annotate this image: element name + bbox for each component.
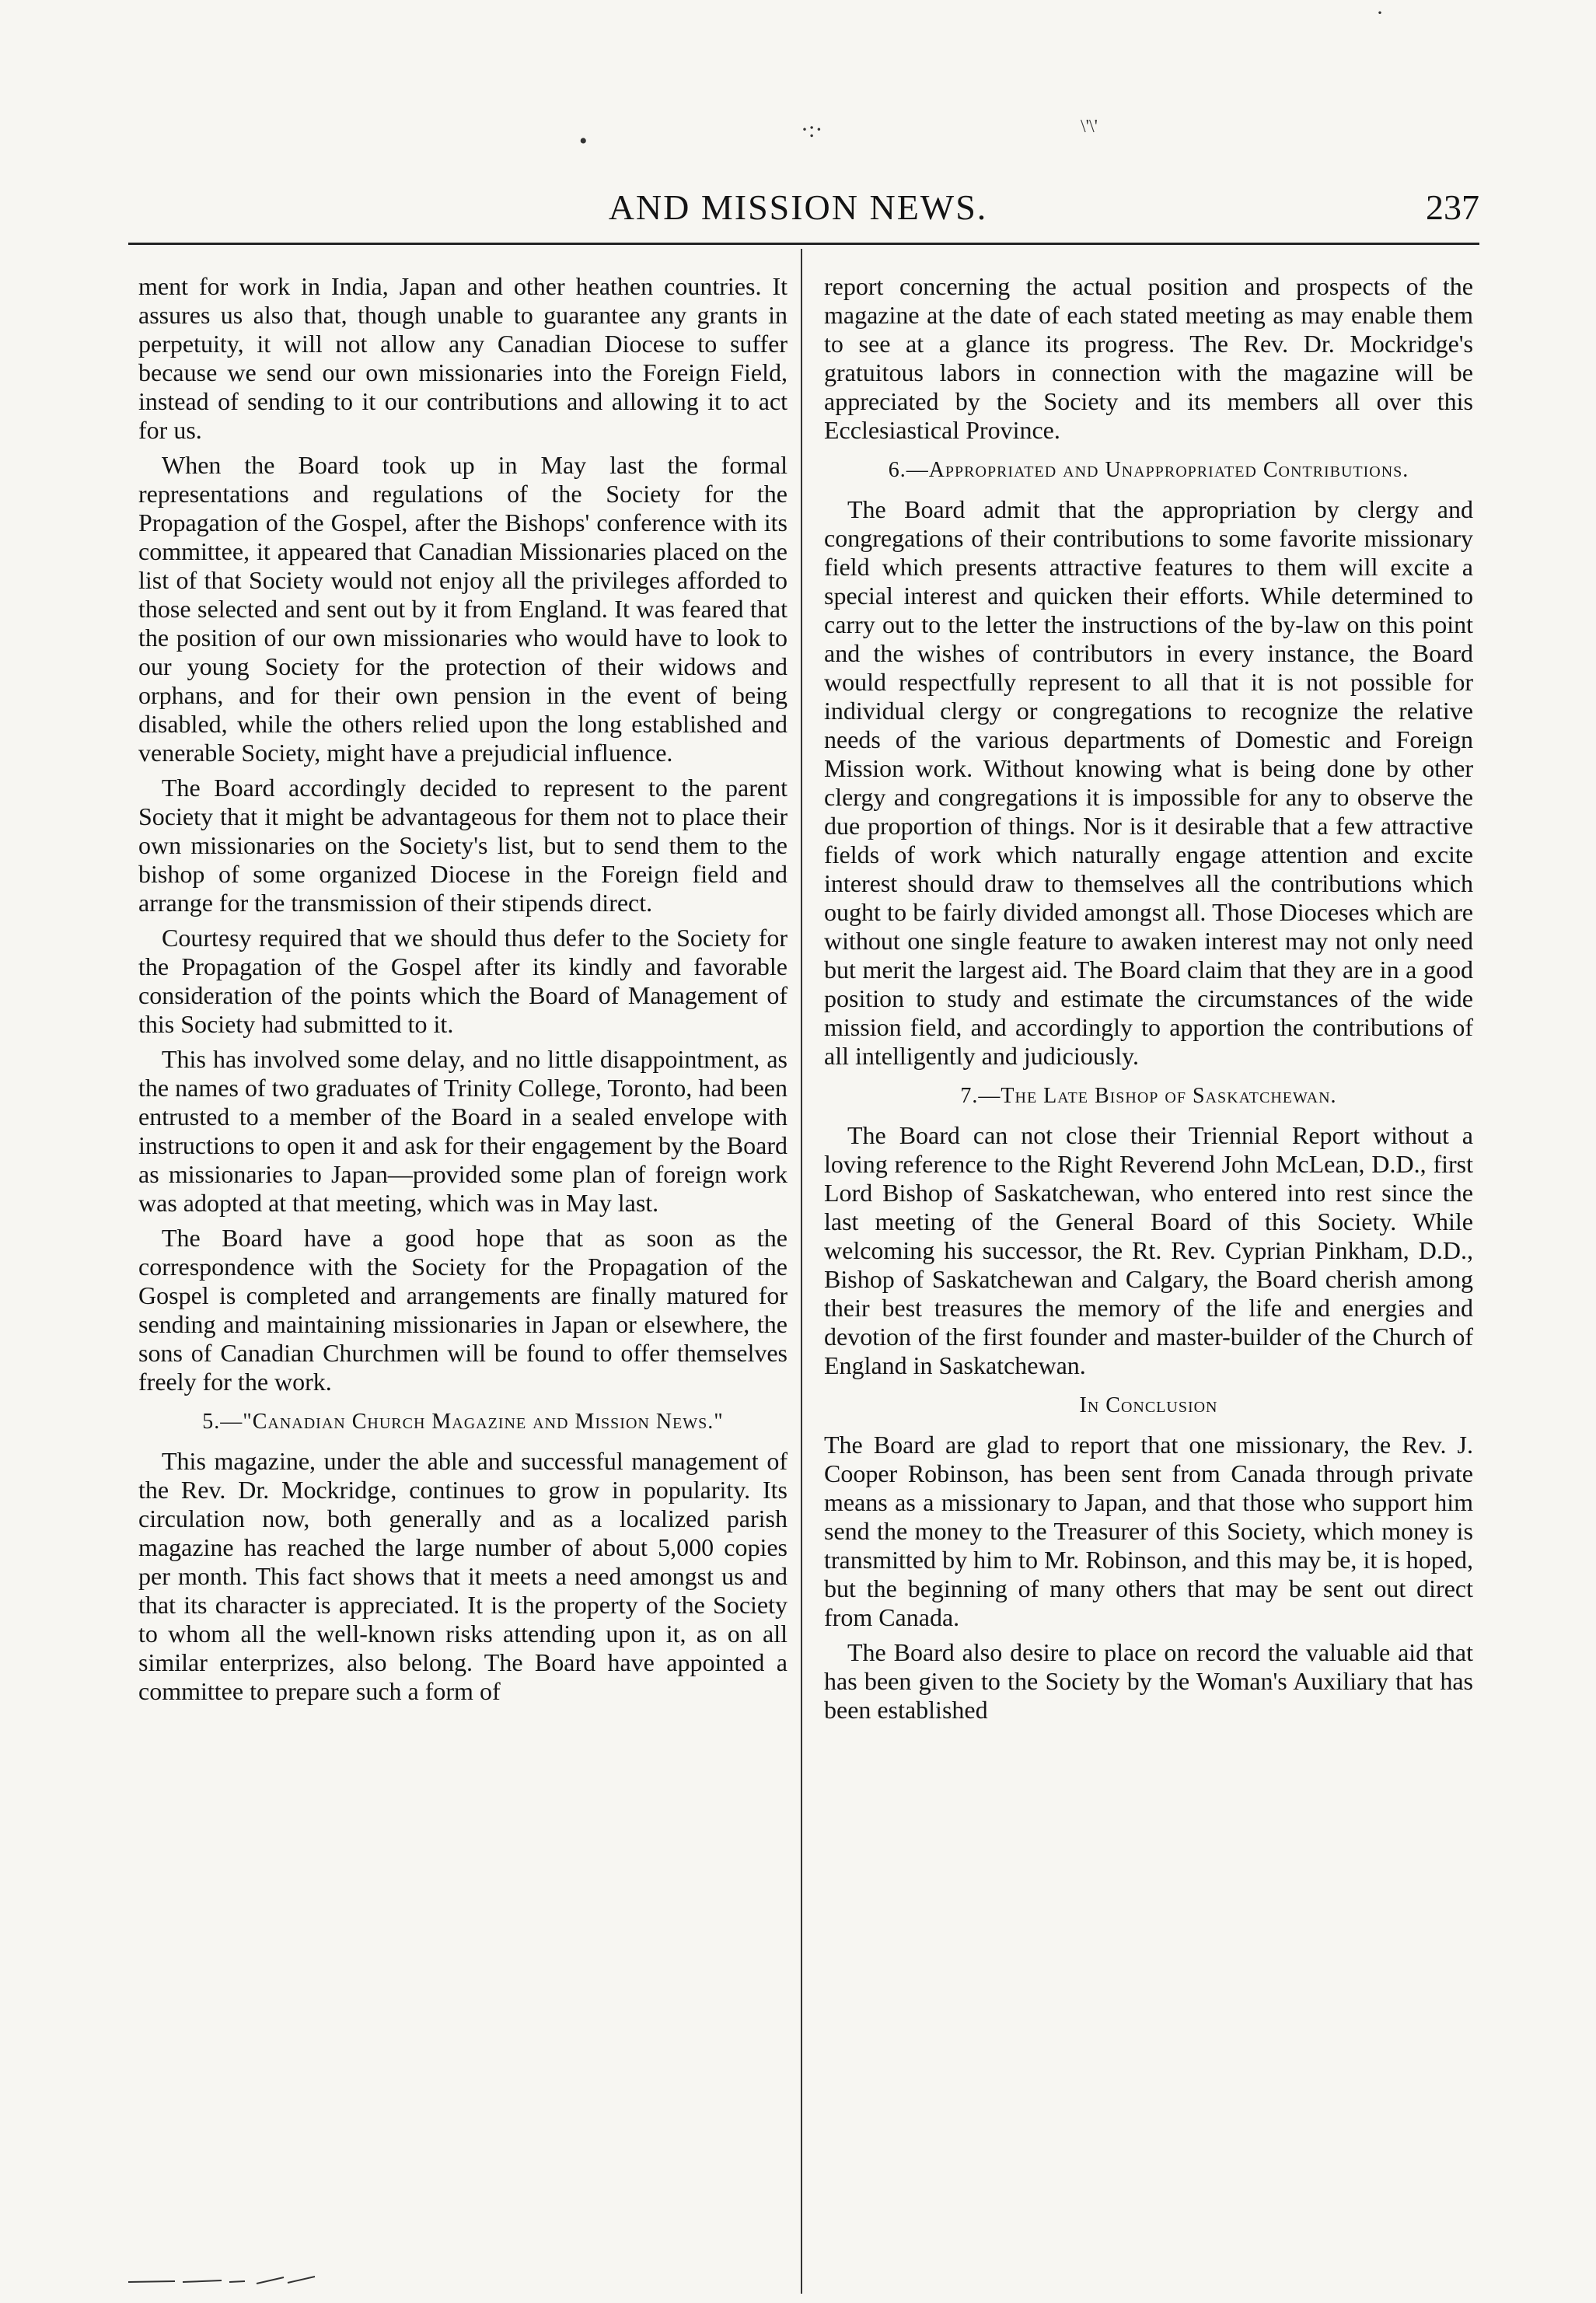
section-heading: 6.—Appropriated and Unappropriated Contributions. [888, 458, 1409, 482]
paragraph: This has involved some delay, and no little disappointment, as the names of two graduates of Trinity College, Toronto, had been entrusted to a member of the Board in a sealed envelope with instructions to open it and ask for their engagement by the Board as missionaries to Japan—provided some plan of foreign work was adopted at that meeting, which was in May last. [138, 1045, 788, 1217]
paragraph: The Board can not close their Triennial Report without a loving reference to the Right Reverend John McLean, D.D., first Lord Bishop of Saskatchewan, who entered into rest since the last meeting of the General Board of this Society. While welcoming his successor, the Rt. Rev. Cyprian Pinkham, D.D., Bishop of Saskatchewan and Calgary, the Board cherish among their best treasures the memory of the life and energies and devotion of the first founder and master-builder of the Church of England in Saskatchewan. [824, 1121, 1473, 1379]
paragraph: The Board also desire to place on record the valuable aid that has been given to the Society by the Woman's Auxiliary that has been established [824, 1638, 1473, 1724]
running-header-title: AND MISSION NEWS. [608, 187, 988, 227]
paragraph: This magazine, under the able and successful management of the Rev. Dr. Mockridge, continues to grow in popularity. Its circulation now, both generally and as a localized parish magazine has reached the large number of about 5,000 copies per month. This fact shows that it meets a need amongst us and that its character is appreciated. It is the property of the Society to whom all the well-known risks attending upon it, as on all similar enterprizes, also belong. The Board have appointed a committee to prepare such a form of [138, 1447, 788, 1705]
section-heading: In Conclusion [1079, 1393, 1218, 1417]
scan-speck: ·:· [801, 117, 823, 142]
page-number: 237 [1426, 187, 1479, 227]
paragraph: report concerning the actual position and prospects of the magazine at the date of each stated meeting as may enable them to see at a glance its progress. The Rev. Dr. Mockridge's gratuitous labors in connection with the magazine will be appreciated by the Society and its members all over this Ecclesiastical Province. [824, 272, 1473, 444]
footer-scan-mark [128, 2274, 377, 2285]
scan-speck: · [1376, 0, 1384, 26]
paragraph: ment for work in India, Japan and other heathen countries. It assures us also that, though unable to guarantee any grants in perpetuity, it will not allow any Canadian Diocese to suffer because we send our own missionaries into the Foreign Field, instead of sending to it our contributions and allowing it to act for us. [138, 272, 788, 444]
paragraph: The Board are glad to report that one missionary, the Rev. J. Cooper Robinson, has been sent from Canada through private means as a missionary to Japan, and that those who support him send the money to the Treasurer of this Society, which money is transmitted by him to Mr. Robinson, and this may be, it is hoped, but the beginning of many others that may be sent out direct from Canada. [824, 1431, 1473, 1631]
paragraph: Courtesy required that we should thus defer to the Society for the Propagation of the Gospel after its kindly and favorable consideration of the points which the Board of Management of this Society had submitted to it. [138, 924, 788, 1038]
section-heading: 7.—The Late Bishop of Saskatchewan. [960, 1084, 1337, 1108]
left-column [138, 272, 788, 1712]
paragraph: The Board accordingly decided to represent to the parent Society that it might be advantageous for them not to place their own missionaries on the Society's list, but to send them to the bishop of some organized Diocese in the Foreign field and arrange for the transmission of their stipends direct. [138, 774, 788, 917]
paragraph: When the Board took up in May last the formal representations and regulations of the Society for the Propagation of the Gospel, after the Bishops' conference with its committee, it appeared that Canadian Missionaries placed on the list of that Society would not enjoy all the privileges afforded to those selected and sent out by it from England. It was feared that the position of our own missionaries who would have to look to our young Society for the protection of their widows and orphans, and for their own pension in the event of being disabled, while the others relied upon the long established and venerable Society, might have a prejudicial influence. [138, 451, 788, 767]
section-heading: 5.—"Canadian Church Magazine and Mission News." [202, 1410, 724, 1434]
scan-speck: • [579, 128, 588, 154]
column-divider [801, 249, 802, 2294]
paragraph: The Board have a good hope that as soon as the correspondence with the Society for the Propagation of the Gospel is completed and arrangements are finally matured for sending and maintaining missionaries in Japan or elsewhere, the sons of Canadian Churchmen will be found to offer themselves freely for the work. [138, 1224, 788, 1396]
paragraph: The Board admit that the appropriation by clergy and congregations of their contributions to some favorite missionary field which presents attractive features to them will excite a special interest and quicken their efforts. While determined to carry out to the letter the instructions of the by-law on this point and the wishes of contributors in every instance, the Board would respectfully represent to all that it is not possible for individual clergy or congregations to recognize the relative needs of the various departments of Domestic and Foreign Mission work. Without knowing what is being done by other clergy and congregations it is impossible for any to observe the due proportion of things. Nor is it desirable that a few attractive fields of work which naturally engage attention and excite interest should draw to themselves all the contributions which ought to be fairly divided amongst all. Those Dioceses which are without one single feature to awaken interest may not only need but merit the largest aid. The Board claim that they are in a good position to study and estimate the circumstances of the wide mission field, and accordingly to apportion the contributions of all intelligently and judiciously. [824, 495, 1473, 1070]
header-rule [128, 243, 1479, 245]
scan-speck: \'\' [1081, 117, 1098, 137]
right-column [824, 272, 1473, 1731]
